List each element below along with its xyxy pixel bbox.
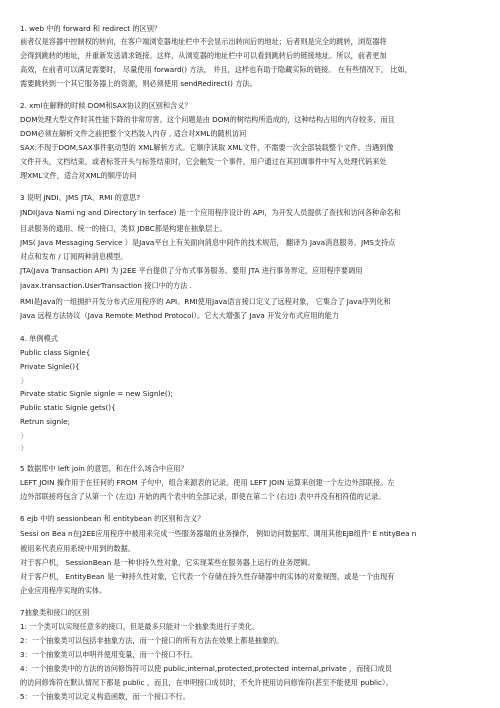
q6-heading: 6 ejb 中的 sessionbean 和 entitybean 的区别和含义？ — [20, 514, 205, 523]
q2-heading: 2. xml在解释的时候 DOM和SAX协议的区别和含义？ — [20, 101, 192, 110]
q3-answer-line: 目录服务的通用、统一的接口，类似 JDBC都是构建在抽象层上。 — [20, 224, 227, 233]
code-line: Pirvate static Signle signle = new Signle(); — [20, 389, 173, 398]
q2-answer-line: 理XML文件，适合对XML的顺序访问 — [20, 171, 137, 180]
q1-heading: 1. web 中的 forward 和 redirect 的区别？ — [20, 24, 162, 33]
q7-answer-line: 的访问修饰符在默认情况下都是 public ，而且，在申明接口成员时，不允许使用访问修饰符(甚至不能使用 public）。 — [20, 678, 393, 687]
code-line: Retrun signle; — [20, 417, 70, 426]
q5-answer-line: LEFT JOIN 操作用于在任何的 FROM 子句中，组合来源表的记录。使用 LEFT JOIN 运算来创建一个左边外部联接。左 — [20, 478, 395, 487]
q7-answer-line: 5：一个抽象类可以定义构造函数，而一个接口不行。 — [20, 692, 190, 701]
q3-answer-line: 对点和发布 / 订阅两种消息模型。 — [20, 252, 128, 261]
q7-answer-line: 3：一个抽象类可以申明并使用变量，而一个接口不行。 — [20, 650, 198, 659]
q7-answer-line: 4：一个抽象类中的方法的访问修饰符可以使 public,internal,protected,protected internal,private ，而接口成员 — [20, 664, 392, 673]
q3-heading: 3 说明 JNDI、JMS JTA、RMI 的意思? — [20, 193, 141, 202]
q7-answer-line: 1: 一个类可以实现任意多的接口，但是最多只能对一个抽象类进行子类化。 — [20, 622, 260, 631]
q4-heading: 4. 单例模式 — [20, 334, 58, 343]
q6-answer-line: 被用来代表应用系统中用到的数据。 — [20, 544, 136, 553]
q1-answer-line: 需要跳转到一个其它服务器上的资源，则必须使用 sendRedirect() 方法。 — [20, 79, 257, 88]
code-line: } — [20, 431, 25, 440]
q6-answer-line: 对于客户机， EntityBean 是一种持久性对象，它代表一个存储在持久性存储器中的实体的对象视图，或是一个由现有 — [20, 572, 395, 581]
q3-answer-line: JNDI(Java Nami ng and Directory In terface) 是一个应用程序设计的 API，为开发人员提供了查找和访问各种命名和 — [20, 208, 401, 217]
q2-answer-line: 文件开头，文档结束，或者标签开头与标签结束时，它会触发一个事件，用户通过在其回调事件中写入处理代码来处 — [20, 157, 387, 166]
code-line: Private Signle(){ — [20, 362, 80, 371]
q2-answer-line: DOM处理大型文件时其性能下降的非常厉害。这个问题是由 DOM的树结构所造成的，这种结构占用的内存较多，而且 — [20, 115, 395, 124]
q3-answer-line: RMI是Java的一组拥护开发分布式应用程序的 API。RMI使用Java语言接口定义了远程对象， 它集合了 Java序列化和 — [20, 297, 391, 306]
code-line: Public class Signle{ — [20, 348, 91, 357]
q3-answer-line: JTA(Java Transaction API) 为 J2EE 平台提供了分布式事务服务。要用 JTA 进行事务界定，应用程序要调用 — [20, 266, 363, 275]
q5-heading: 5 数据库中 left join 的意思，和在什么场合中应用？ — [20, 464, 188, 473]
q3-answer-line: Java 远程方法协议（Java Remote Method Protocol）。它大大增强了 Java 开发分布式应用的能力 — [20, 311, 339, 320]
q1-answer-line: 前者仅是容器中控制权的转向，在客户端浏览器地址栏中不会显示出转向后的地址；后者则是完全的跳转，浏览器将 — [20, 37, 387, 46]
q1-answer-line: 高效，在前者可以满足需要时， 尽量使用 forward() 方法， 并且，这样也有助于隐藏实际的链接。 在有些情况下， 比如， — [20, 65, 412, 74]
q2-answer-line: DOM必须在解析文件之前把整个文档装入内存 , 适合对XML的随机访问 — [20, 129, 247, 138]
q6-answer-line: 对于客户机， SessionBean 是一种非持久性对象，它实现某些在服务器上运行的业务逻辑。 — [20, 558, 315, 567]
code-line: } — [20, 376, 25, 385]
code-line: Public static Signle gets(){ — [20, 403, 116, 412]
q3-answer-line: JMS( Java Messaging Service ）是Java平台上有关面向消息中间件的技术规范， 翻译为 Java消息服务。JMS支持点 — [20, 238, 396, 247]
q3-answer-line: javax.transaction.UserTransaction 接口中的方法 . — [20, 281, 192, 290]
q6-answer-line: 企业应用程序实现的实体。 — [20, 586, 107, 595]
q5-answer-line: 边外部联接将包含了从第一个 (左边) 开始的两个表中的全部记录，即使在第二个 (右边) 表中并没有相符值的记录。 — [20, 492, 386, 501]
q2-answer-line: SAX:不现于DOM,SAX事件驱动型的 XML解析方式。它顺序读取 XML文件，不需要一次全部装载整个文件。当遇到像 — [20, 143, 394, 152]
code-line: } — [20, 443, 25, 452]
q7-answer-line: 2：一个抽象类可以包括非抽象方法，而一个接口的所有方法在效果上都是抽象的。 — [20, 636, 284, 645]
q1-answer-line: 会得到跳转的地址，并重新发送请求链接。这样，从浏览器的地址栏中可以看到跳转后的链接地址。所以，前者更加 — [20, 51, 387, 60]
q7-heading: 7抽象类和接口的区别 — [20, 608, 90, 617]
q6-answer-line: Sessi on Bea n在J2EE应用程序中被用来完成一些服务器端的业务操作， 例如访问数据库、调用其他EJB组件' E ntityBea n — [20, 529, 417, 538]
